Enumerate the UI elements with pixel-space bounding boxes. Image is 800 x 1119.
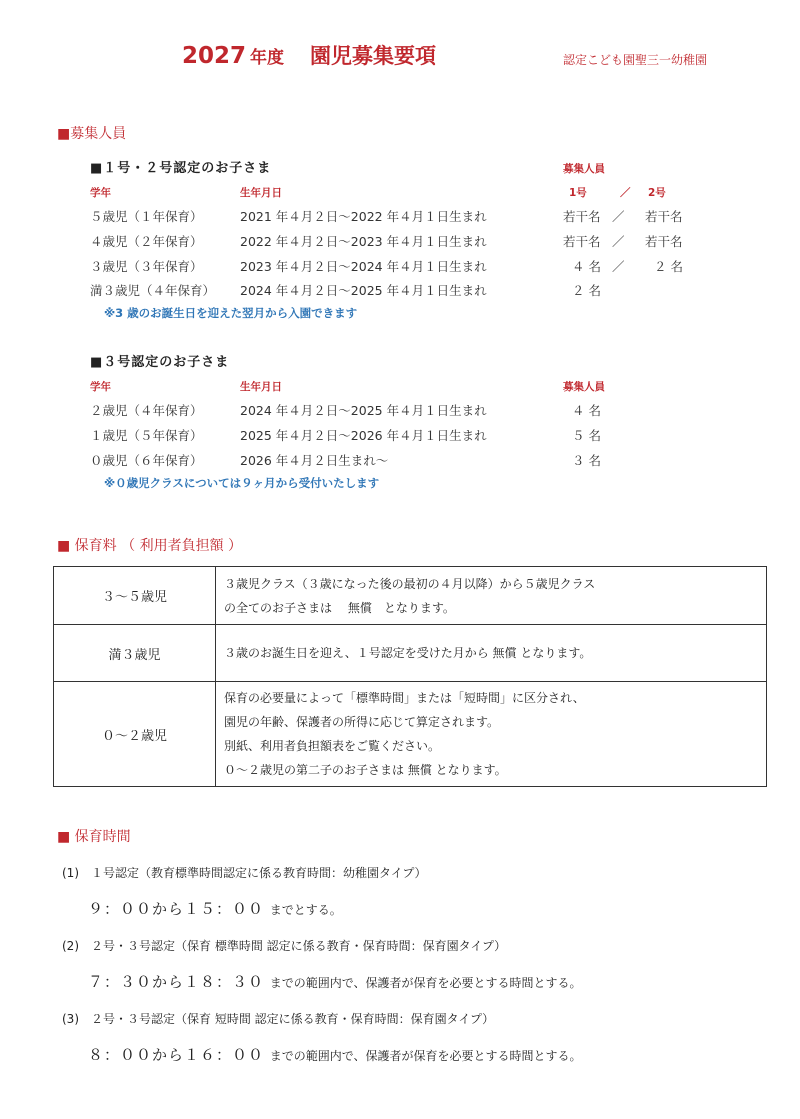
capacity-cell: ４ 名 [572,403,601,418]
birth-cell: 2024 年４月２日～2025 年４月１日生まれ [240,283,487,298]
hours-item-label: (1) １号認定（教育標準時間認定に係る教育時間：幼稚園タイプ） [62,866,427,880]
fee-line: の全てのお子さまは 無償 となります。 [224,600,455,615]
group1-c1-header: 1号 [569,187,587,199]
fee-line: 別紙、利用者負担額表をご覧ください。 [224,739,441,753]
recruit-heading: ■募集人員 [57,126,127,142]
birth-cell: 2024 年４月２日～2025 年４月１日生まれ [240,403,487,418]
birth-cell: 2022 年４月２日～2023 年４月１日生まれ [240,234,487,249]
page-title [182,40,436,70]
fee-description [216,625,767,682]
group1-birth-header: 生年月日 [240,187,282,199]
group1-slash-header: ／ [620,187,631,199]
fee-description [216,567,767,625]
grade-cell: ３歳児（３年保育） [90,259,203,274]
fee-line: ３歳児クラス（３歳になった後の最初の４月以降）から５歳児クラス [224,576,596,591]
fee-age-label: ０～２歳児 [54,682,216,787]
title-nendo: 年度 [250,48,285,68]
fee-line: ０～２歳児の第二子のお子さまは 無償 となります。 [224,763,507,777]
capacity-1-cell: 若干名 [563,209,601,224]
fee-table [53,566,767,787]
fee-line: ３歳のお誕生日を迎え、１号認定を受けた月から 無償 となります。 [224,646,592,660]
hours-item-time [88,898,342,919]
group1-grade-header: 学年 [90,187,111,199]
hours-item-time [88,1044,582,1065]
group1-note: ※3 歳のお誕生日を迎えた翌月から入園できます [104,306,358,320]
group2-birth-header: 生年月日 [240,381,282,393]
time-range: ９：００から１５：００ [88,900,265,918]
group1-c2-header: 2号 [648,187,666,199]
hours-item-label: (2) ２号・３号認定（保育 標準時間 認定に係る教育・保育時間：保育園タイプ） [62,939,507,953]
time-range: ８：００から１６：００ [88,1046,265,1064]
fee-description [216,682,767,787]
grade-cell: 満３歳児（４年保育） [90,283,216,298]
capacity-sep: ／ [612,259,625,274]
grade-cell: １歳児（５年保育） [90,428,203,443]
fee-line: 園児の年齢、保護者の所得に応じて算定されます。 [224,715,500,729]
group2-capacity-header: 募集人員 [563,381,605,393]
fee-row [54,567,767,625]
time-rest: までとする。 [269,903,342,917]
fee-row [54,625,767,682]
grade-cell: ５歳児（１年保育） [90,209,203,224]
time-rest: までの範囲内で、保護者が保育を必要とする時間とする。 [269,1049,582,1063]
title-main: 園児募集要項 [310,44,437,68]
capacity-cell: ５ 名 [572,428,601,443]
capacity-1-cell: ２ 名 [572,283,601,298]
fee-line: 保育の必要量によって「標準時間」または「短時間」に区分され、 [224,691,585,705]
hours-item-label: (3) ２号・３号認定（保育 短時間 認定に係る教育・保育時間：保育園タイプ） [62,1012,495,1026]
hours-heading: ■ 保育時間 [57,829,131,845]
capacity-2-cell: 若干名 [645,209,683,224]
group1-capacity-header: 募集人員 [563,163,605,175]
time-range: ７：３０から１８：３０ [88,973,265,991]
fee-row [54,682,767,787]
fee-age-label: 満３歳児 [54,625,216,682]
grade-cell: ４歳児（２年保育） [90,234,203,249]
group2-title: ■３号認定のお子さま [90,355,230,370]
group2-grade-header: 学年 [90,381,111,393]
grade-cell: ０歳児（６年保育） [90,453,203,468]
organization-name: 認定こども園聖三一幼稚園 [563,53,708,67]
capacity-1-cell: 若干名 [563,234,601,249]
capacity-sep: ／ [612,209,625,224]
fee-heading: ■ 保育料 （ 利用者負担額 ） [57,538,243,554]
group1-title: ■１号・２号認定のお子さま [90,161,272,176]
capacity-1-cell: ４ 名 [572,259,601,274]
title-year: 2027 [182,43,247,69]
capacity-2-cell: 若干名 [645,234,683,249]
group2-note: ※０歳児クラスについては９ヶ月から受付いたします [104,476,380,490]
birth-cell: 2025 年４月２日～2026 年４月１日生まれ [240,428,487,443]
grade-cell: ２歳児（４年保育） [90,403,203,418]
birth-cell: 2023 年４月２日～2024 年４月１日生まれ [240,259,487,274]
hours-item-time [88,971,582,992]
capacity-cell: ３ 名 [572,453,601,468]
capacity-2-cell: ２ 名 [654,259,683,274]
birth-cell: 2021 年４月２日～2022 年４月１日生まれ [240,209,487,224]
birth-cell: 2026 年４月２日生まれ～ [240,453,389,468]
fee-age-label: ３～５歳児 [54,567,216,625]
capacity-sep: ／ [612,234,625,249]
time-rest: までの範囲内で、保護者が保育を必要とする時間とする。 [269,976,582,990]
